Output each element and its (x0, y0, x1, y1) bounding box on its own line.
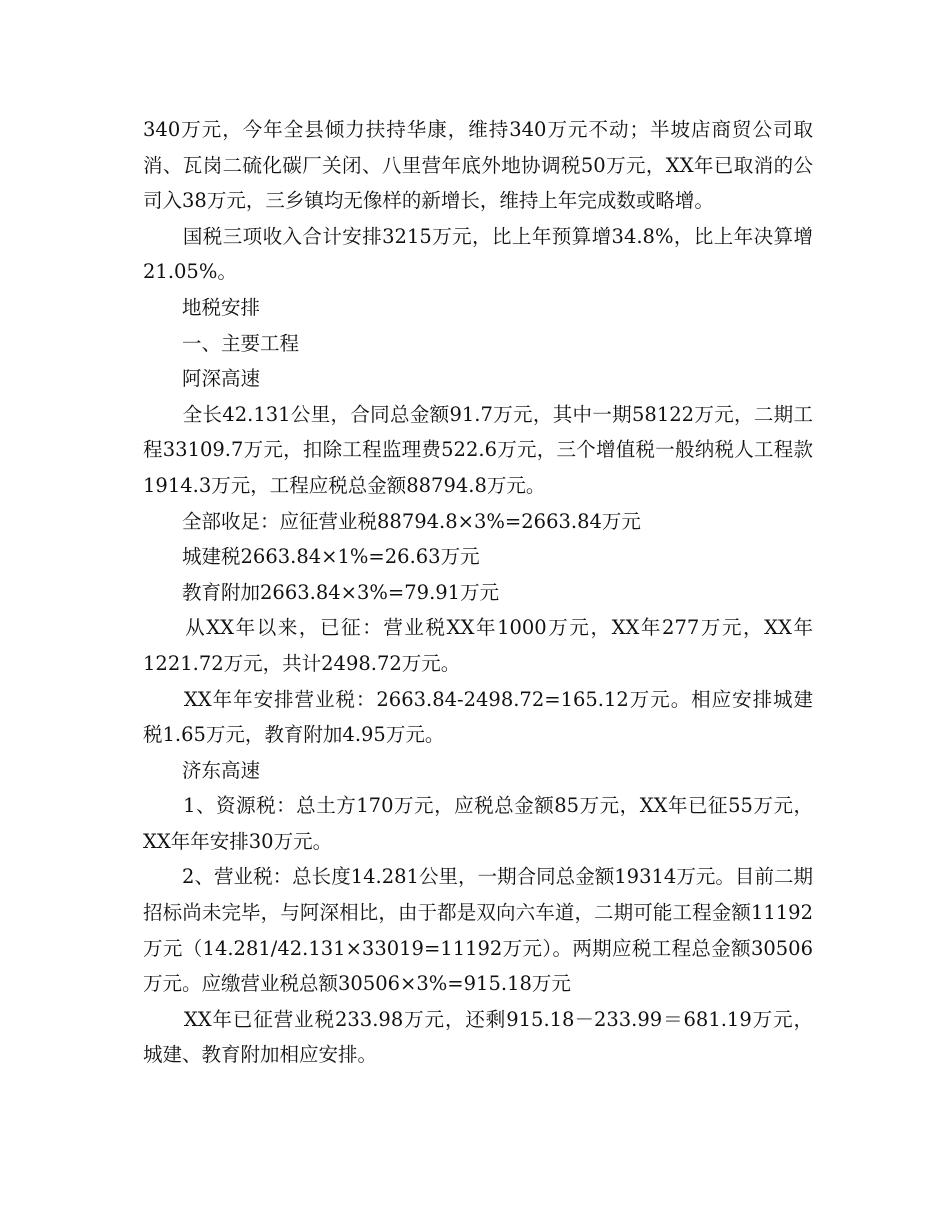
heading-ashen-expressway: 阿深高速 (143, 367, 261, 391)
heading-jidong-expressway: 济东高速 (143, 758, 261, 782)
paragraph-remaining: XX年已征营业税233.98万元，还剩915.18－233.99＝681.19万元，城建、教育附加相应安排。 (143, 1007, 813, 1067)
paragraph-arrangement: XX年年安排营业税：2663.84-2498.72=165.12万元。相应安排城建税1.65万元，教育附加4.95万元。 (143, 687, 813, 747)
paragraph-jidong-business-tax: 2、营业税：总长度14.281公里，一期合同总金额19314万元。目前二期招标尚未完毕，与阿深相比，由于都是双向六车道，二期可能工程金额11192万元（14.281/42.131×33019=11192万元）。两期应税工程总金额30506万元。应缴营业税总额30506×3%=915.18万元 (143, 865, 813, 996)
document-body (143, 112, 813, 1073)
heading-local-tax: 地税安排 (143, 295, 261, 319)
paragraph-ashen-details: 全长42.131公里，合同总金额91.7万元，其中一期58122万元，二期工程33109.7万元，扣除工程监理费522.6万元，三个增值税一般纳税人工程款1914.3万元，工程应税总金额88794.8万元。 (143, 402, 813, 497)
heading-main-projects: 一、主要工程 (143, 331, 300, 355)
paragraph-collected: 从XX年以来，已征：营业税XX年1000万元，XX年277万元，XX年1221.72万元，共计2498.72万元。 (143, 616, 813, 675)
paragraph-business-tax: 全部收足：应征营业税88794.8×3%=2663.84万元 (143, 509, 641, 533)
paragraph-resource-tax: 1、资源税：总土方170万元，应税总金额85万元，XX年已征55万元，XX年年安排30万元。 (143, 794, 813, 853)
paragraph-urban-construction-tax: 城建税2663.84×1%=26.63万元 (143, 545, 480, 569)
paragraph-national-tax-total: 国税三项收入合计安排3215万元，比上年预算增34.8%，比上年决算增21.05%。 (143, 224, 813, 284)
paragraph-continuation: 340万元，今年全县倾力扶持华康，维持340万元不动；半坡店商贸公司取消、瓦岗二硫化碳厂关闭、八里营年底外地协调税50万元，XX年已取消的公司入38万元，三乡镇均无像样的新增长，维持上年完成数或略增。 (143, 118, 813, 213)
paragraph-education-surcharge: 教育附加2663.84×3%=79.91万元 (143, 580, 500, 604)
